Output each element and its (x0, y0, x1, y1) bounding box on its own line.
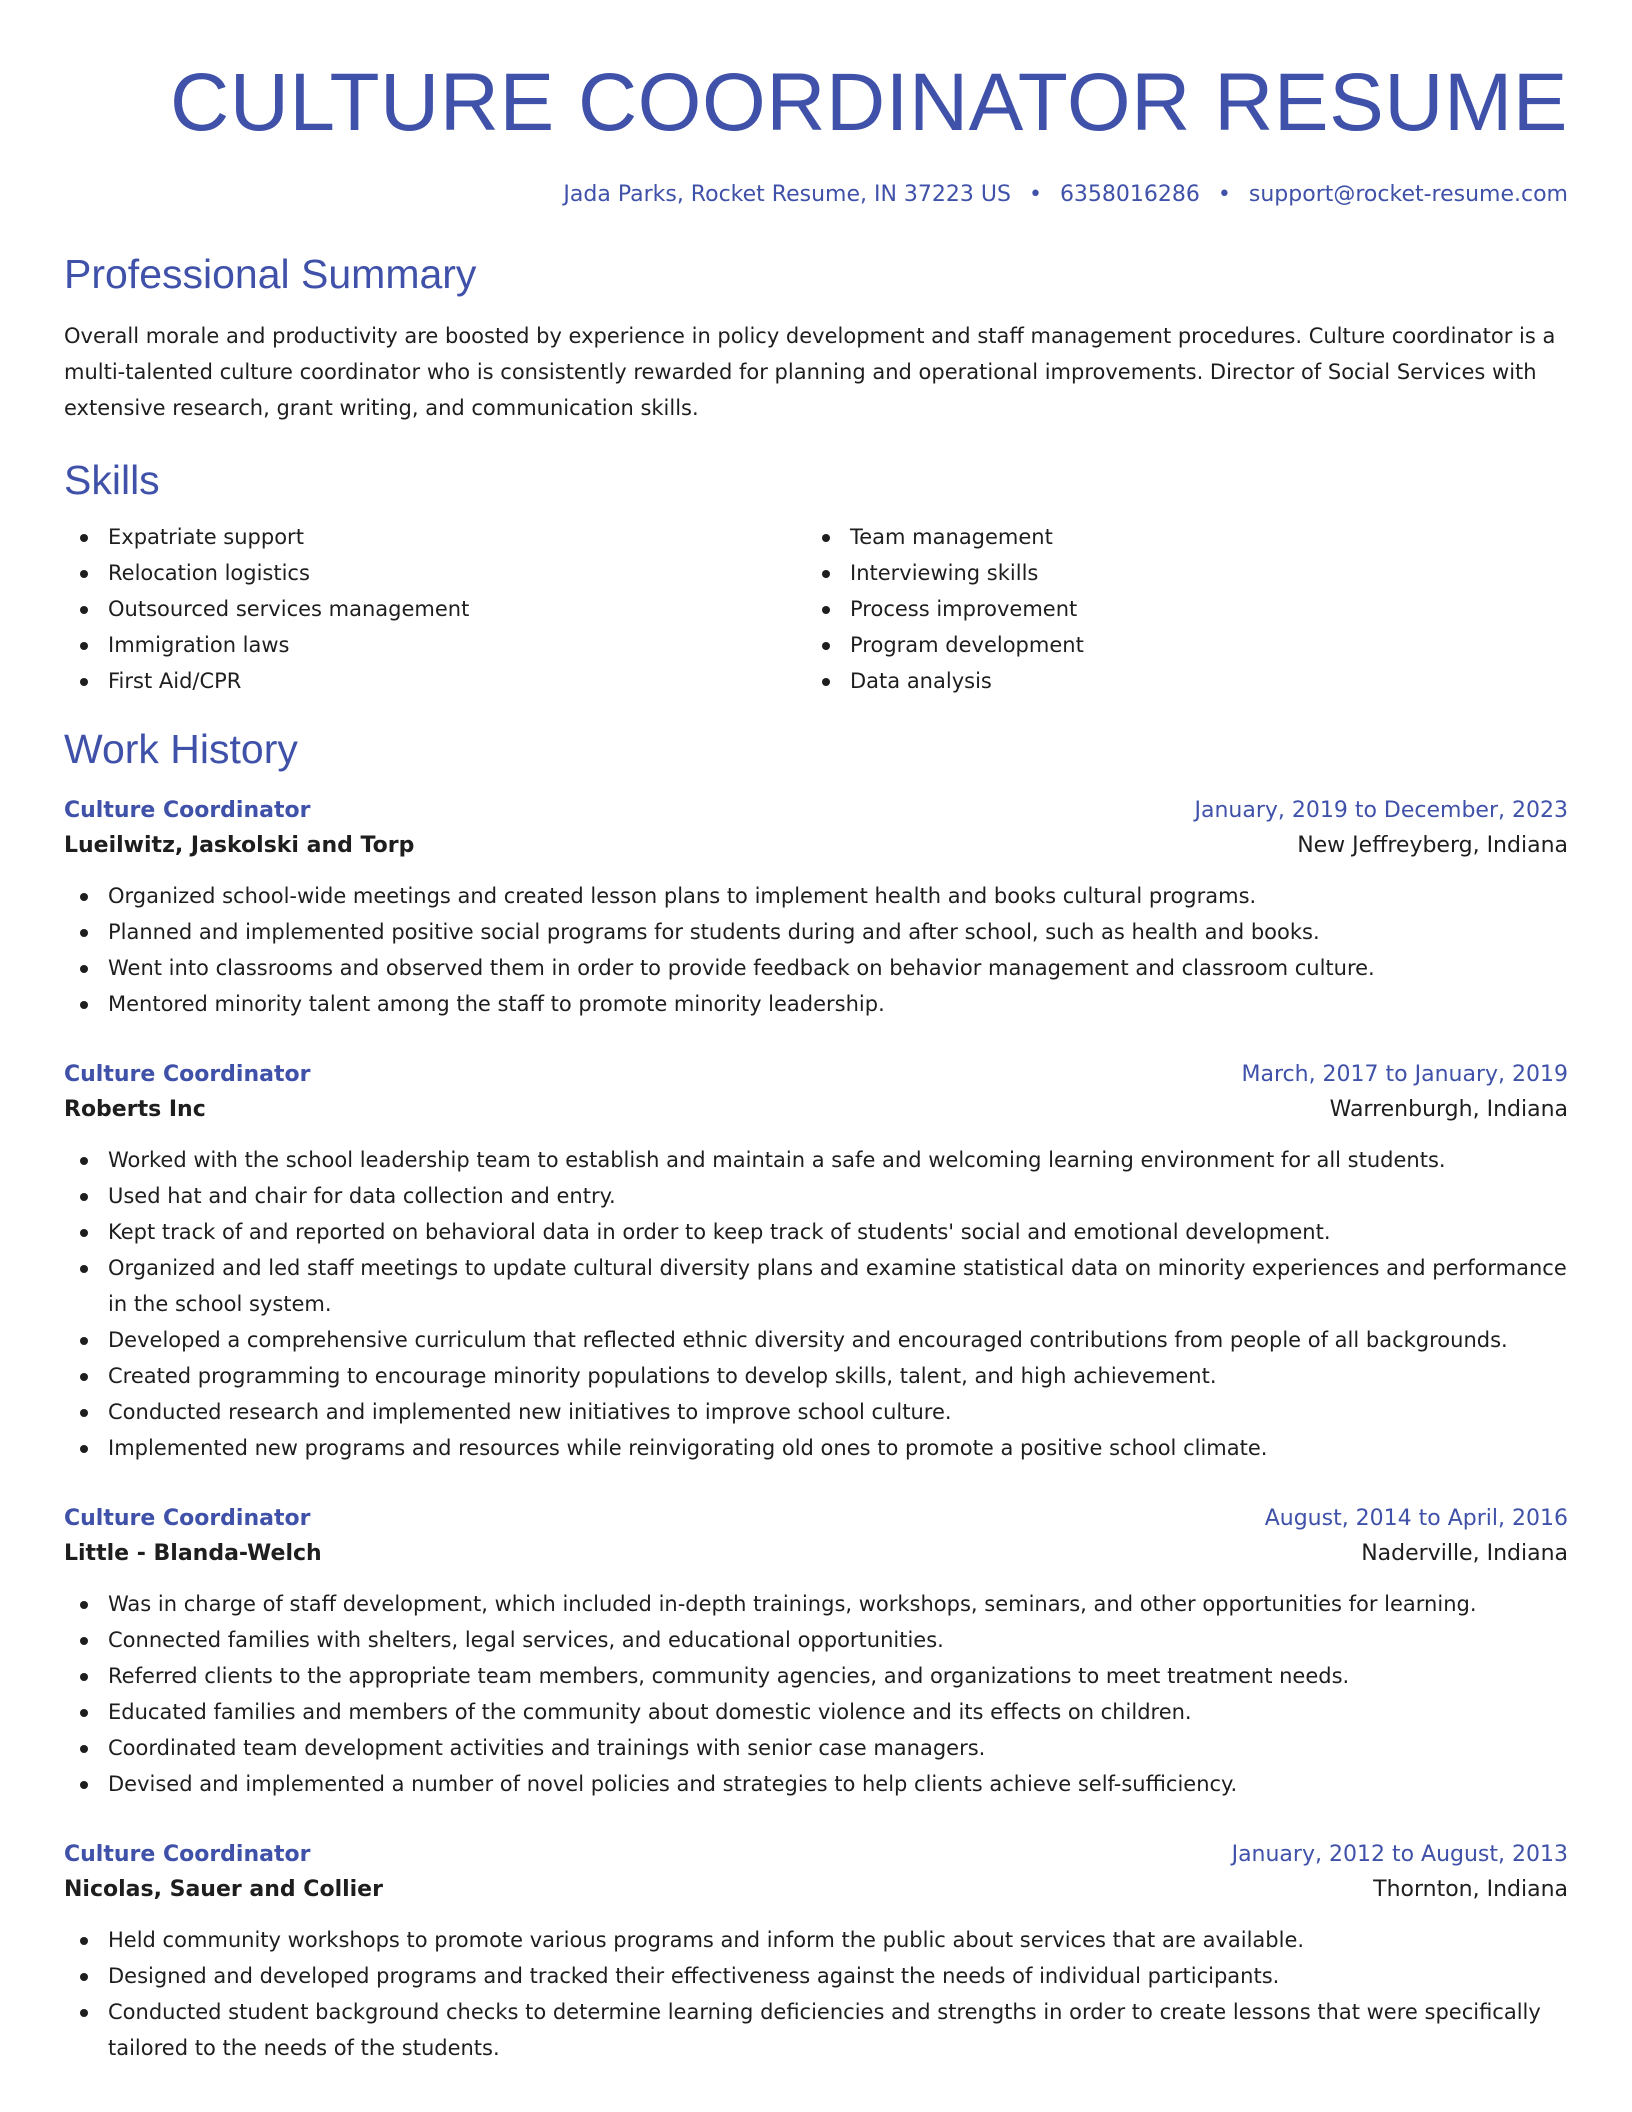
job-title: Culture Coordinator (64, 1061, 311, 1087)
job-bullet: Conducted student background checks to determine learning deficiencies and strengths in order to create lessons that were specifically tailored to the needs of the students. (64, 1994, 1568, 2066)
skill-item: Data analysis (806, 663, 1548, 699)
job-bullet: Was in charge of staff development, which included in-depth trainings, workshops, seminars, and other opportunities for learning. (64, 1586, 1568, 1622)
job-title: Culture Coordinator (64, 1505, 311, 1531)
job-title-row (64, 1058, 1568, 1092)
job-bullet: Held community workshops to promote various programs and inform the public about services that are available. (64, 1922, 1568, 1958)
job-bullet: Organized and led staff meetings to update cultural diversity plans and examine statistical data on minority experiences and performance in the school system. (64, 1250, 1568, 1322)
work-history-heading: Work History (64, 725, 298, 772)
job-bullet: Kept track of and reported on behavioral data in order to keep track of students' social and emotional development. (64, 1214, 1568, 1250)
job-bullet: Designed and developed programs and tracked their effectiveness against the needs of individual participants. (64, 1958, 1568, 1994)
job-bullet: Conducted research and implemented new initiatives to improve school culture. (64, 1394, 1568, 1430)
job-title: Culture Coordinator (64, 797, 311, 823)
job-entry (64, 1502, 1568, 1802)
job-company: Lueilwitz, Jaskolski and Torp (64, 832, 415, 858)
skill-item: Relocation logistics (64, 555, 806, 591)
job-bullet: Educated families and members of the community about domestic violence and its effects on children. (64, 1694, 1568, 1730)
job-dates: August, 2014 to April, 2016 (1264, 1505, 1568, 1531)
job-company: Roberts Inc (64, 1096, 206, 1122)
job-company-row (64, 828, 1568, 864)
job-dates: January, 2019 to December, 2023 (1194, 797, 1568, 823)
summary-section (64, 250, 1568, 425)
job-bullets (64, 1922, 1568, 2066)
work-history-section (64, 725, 1568, 2066)
skill-item: Program development (806, 627, 1548, 663)
job-location: Warrenburgh, Indiana (1329, 1096, 1568, 1122)
job-dates: March, 2017 to January, 2019 (1241, 1061, 1568, 1087)
summary-text: Overall morale and productivity are boosted by experience in policy development and staff management procedures. Culture coordinator is a multi-talented culture coordinator who is consistently rewarded for planning and operational improvements. Director of Social Services with extensive research, grant writing, and communication skills. (64, 323, 1556, 420)
job-bullet: Used hat and chair for data collection and entry. (64, 1178, 1568, 1214)
skills-grid (64, 519, 1568, 699)
job-bullet: Created programming to encourage minority populations to develop skills, talent, and high achievement. (64, 1358, 1568, 1394)
job-location: Thornton, Indiana (1373, 1876, 1568, 1902)
job-company: Nicolas, Sauer and Collier (64, 1876, 383, 1902)
job-bullet: Connected families with shelters, legal services, and educational opportunities. (64, 1622, 1568, 1658)
job-entry (64, 1058, 1568, 1466)
resume-title: CULTURE COORDINATOR RESUME (170, 57, 1568, 148)
job-title-row (64, 1502, 1568, 1536)
job-company: Little - Blanda-Welch (64, 1540, 322, 1566)
contact-email[interactable]: support@rocket-resume.com (1248, 182, 1568, 207)
job-bullet: Referred clients to the appropriate team members, community agencies, and organizations to meet treatment needs. (64, 1658, 1568, 1694)
job-entry (64, 1838, 1568, 2066)
job-bullet: Implemented new programs and resources while reinvigorating old ones to promote a positive school climate. (64, 1430, 1568, 1466)
skill-item: First Aid/CPR (64, 663, 806, 699)
job-entry (64, 794, 1568, 1022)
job-bullet: Organized school-wide meetings and created lesson plans to implement health and books cultural programs. (64, 878, 1568, 914)
skills-column-right (806, 519, 1548, 699)
job-bullet: Developed a comprehensive curriculum that reflected ethnic diversity and encouraged contributions from people of all backgrounds. (64, 1322, 1568, 1358)
job-title: Culture Coordinator (64, 1841, 311, 1867)
job-company-row (64, 1872, 1568, 1908)
job-bullet: Went into classrooms and observed them in order to provide feedback on behavior management and classroom culture. (64, 950, 1568, 986)
job-company-row (64, 1536, 1568, 1572)
skill-item: Interviewing skills (806, 555, 1548, 591)
job-bullets (64, 1586, 1568, 1802)
skills-section (64, 456, 1568, 699)
summary-heading: Professional Summary (64, 251, 477, 298)
contact-separator: • (1028, 182, 1042, 207)
contact-line (64, 182, 1568, 208)
skills-heading: Skills (64, 456, 160, 503)
job-bullet: Coordinated team development activities and trainings with senior case managers. (64, 1730, 1568, 1766)
resume-page (64, 0, 1568, 2066)
job-company-row (64, 1092, 1568, 1128)
job-bullet: Worked with the school leadership team to establish and maintain a safe and welcoming learning environment for all students. (64, 1142, 1568, 1178)
skill-item: Team management (806, 519, 1548, 555)
job-bullets (64, 878, 1568, 1022)
job-title-row (64, 1838, 1568, 1872)
skill-item: Outsourced services management (64, 591, 806, 627)
job-bullet: Planned and implemented positive social programs for students during and after school, such as health and books. (64, 914, 1568, 950)
job-dates: January, 2012 to August, 2013 (1231, 1841, 1568, 1867)
skills-column-left (64, 519, 806, 699)
job-title-row (64, 794, 1568, 828)
job-bullet: Mentored minority talent among the staff to promote minority leadership. (64, 986, 1568, 1022)
contact-phone: 6358016286 (1059, 182, 1200, 207)
job-location: Naderville, Indiana (1361, 1540, 1568, 1566)
skill-item: Process improvement (806, 591, 1548, 627)
contact-address: Jada Parks, Rocket Resume, IN 37223 US (563, 182, 1011, 207)
job-bullets (64, 1142, 1568, 1466)
skill-item: Expatriate support (64, 519, 806, 555)
skill-item: Immigration laws (64, 627, 806, 663)
job-bullet: Devised and implemented a number of novel policies and strategies to help clients achieve self-sufficiency. (64, 1766, 1568, 1802)
job-location: New Jeffreyberg, Indiana (1297, 832, 1568, 858)
contact-separator: • (1217, 182, 1231, 207)
